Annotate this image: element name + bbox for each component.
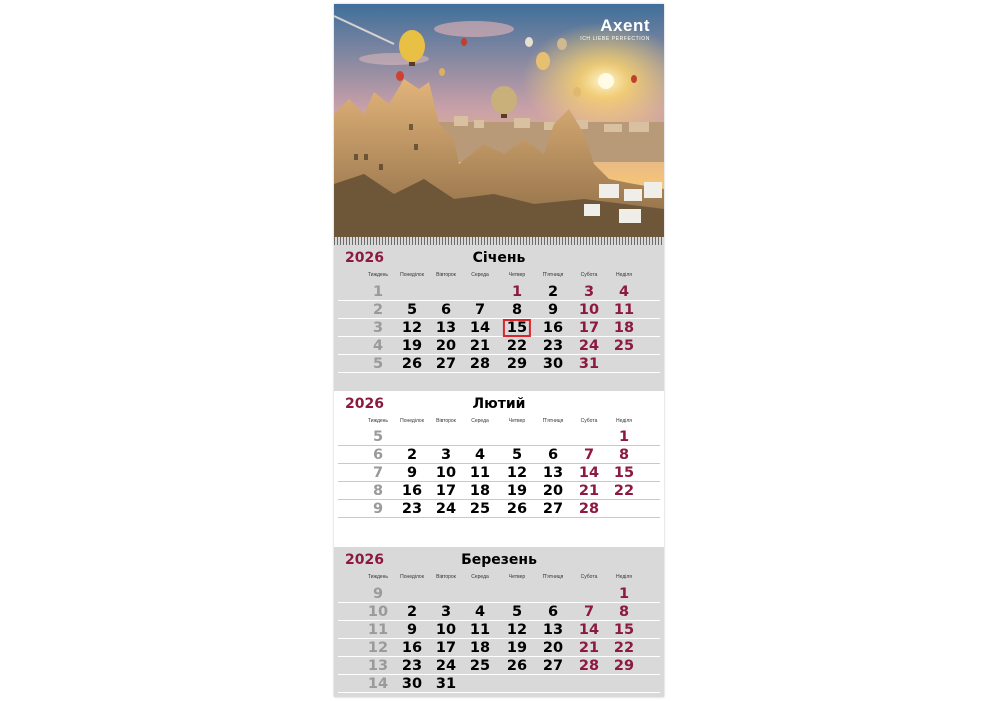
week-number: 9 — [372, 586, 384, 602]
day-cell: 31 — [435, 676, 457, 692]
day-cell: 17 — [578, 320, 600, 336]
month-name: Січень — [472, 250, 526, 266]
weekday-header-row — [334, 574, 664, 584]
row-divider — [338, 372, 660, 373]
day-cell: 19 — [506, 483, 528, 499]
day-cell: 23 — [401, 501, 423, 517]
month-name: Березень — [461, 552, 537, 568]
day-cell: 6 — [440, 302, 452, 318]
week-row — [334, 337, 664, 355]
weekday-header: Неділя — [616, 418, 632, 424]
week-number: 7 — [372, 465, 384, 481]
week-row — [334, 585, 664, 603]
month-year: 2026 — [345, 250, 384, 266]
week-row — [334, 446, 664, 464]
weekday-header: Неділя — [616, 272, 632, 278]
row-divider — [338, 517, 660, 518]
day-cell: 13 — [542, 622, 564, 638]
brand-logo — [580, 16, 650, 42]
day-cell: 9 — [406, 465, 418, 481]
day-cell: 4 — [474, 604, 486, 620]
weekday-header: Середа — [471, 418, 489, 424]
week-number: 3 — [372, 320, 384, 336]
weekday-header: Тиждень — [367, 418, 389, 424]
weekday-header: Четвер — [508, 272, 526, 278]
day-cell: 14 — [469, 320, 491, 336]
day-cell: 10 — [578, 302, 600, 318]
weekday-header: П'ятниця — [542, 418, 564, 424]
day-cell: 1 — [511, 284, 523, 300]
day-cell: 19 — [506, 640, 528, 656]
day-cell: 23 — [542, 338, 564, 354]
week-number: 13 — [367, 658, 389, 674]
week-number: 14 — [367, 676, 389, 692]
day-cell: 19 — [401, 338, 423, 354]
weekday-header: П'ятниця — [542, 574, 564, 580]
day-cell: 10 — [435, 622, 457, 638]
wall-calendar — [334, 4, 664, 697]
week-row — [334, 621, 664, 639]
week-row — [334, 500, 664, 518]
day-cell: 6 — [547, 604, 559, 620]
weekday-header: Понеділок — [400, 418, 424, 424]
day-cell: 21 — [578, 483, 600, 499]
day-cell: 18 — [613, 320, 635, 336]
weekday-header: Тиждень — [367, 574, 389, 580]
day-cell: 17 — [435, 483, 457, 499]
week-row — [334, 657, 664, 675]
day-cell: 24 — [435, 658, 457, 674]
day-cell: 4 — [618, 284, 630, 300]
day-cell: 3 — [440, 604, 452, 620]
week-row — [334, 355, 664, 373]
day-cell: 27 — [435, 356, 457, 372]
day-cell: 11 — [469, 622, 491, 638]
day-cell: 31 — [578, 356, 600, 372]
weekday-header: Вівторок — [436, 574, 456, 580]
week-row — [334, 603, 664, 621]
weekday-header: Тиждень — [367, 272, 389, 278]
day-cell: 20 — [542, 640, 564, 656]
week-number: 4 — [372, 338, 384, 354]
day-cell: 22 — [506, 338, 528, 354]
weekday-header: Субота — [580, 418, 598, 424]
today-day-cell: 15 — [504, 320, 530, 336]
day-cell: 2 — [406, 604, 418, 620]
day-cell: 23 — [401, 658, 423, 674]
week-row — [334, 639, 664, 657]
day-cell: 14 — [578, 622, 600, 638]
day-cell: 12 — [506, 622, 528, 638]
weekday-header-row — [334, 272, 664, 282]
weekday-header: Вівторок — [436, 272, 456, 278]
day-cell: 2 — [547, 284, 559, 300]
day-cell: 2 — [406, 447, 418, 463]
week-number: 5 — [372, 429, 384, 445]
day-cell: 1 — [618, 429, 630, 445]
day-cell: 29 — [506, 356, 528, 372]
day-cell: 12 — [401, 320, 423, 336]
week-number: 1 — [372, 284, 384, 300]
day-cell: 30 — [401, 676, 423, 692]
week-number: 8 — [372, 483, 384, 499]
week-number: 6 — [372, 447, 384, 463]
month-block — [334, 245, 664, 391]
day-cell: 1 — [618, 586, 630, 602]
day-cell: 7 — [583, 447, 595, 463]
week-number: 11 — [367, 622, 389, 638]
day-cell: 15 — [613, 465, 635, 481]
month-block — [334, 391, 664, 547]
day-cell: 22 — [613, 640, 635, 656]
weekday-header: Понеділок — [400, 574, 424, 580]
day-cell: 9 — [547, 302, 559, 318]
weekday-header: П'ятниця — [542, 272, 564, 278]
day-cell: 7 — [583, 604, 595, 620]
week-row — [334, 464, 664, 482]
day-cell: 21 — [469, 338, 491, 354]
day-cell: 16 — [401, 640, 423, 656]
month-name: Лютий — [472, 396, 526, 412]
day-cell: 5 — [511, 447, 523, 463]
week-number: 10 — [367, 604, 389, 620]
day-cell: 24 — [435, 501, 457, 517]
month-block — [334, 547, 664, 697]
day-cell: 18 — [469, 640, 491, 656]
day-cell: 5 — [406, 302, 418, 318]
day-cell: 28 — [578, 501, 600, 517]
day-cell: 13 — [542, 465, 564, 481]
day-cell: 25 — [469, 658, 491, 674]
day-cell: 7 — [474, 302, 486, 318]
day-cell: 9 — [406, 622, 418, 638]
day-cell: 18 — [469, 483, 491, 499]
day-cell: 13 — [435, 320, 457, 336]
month-year: 2026 — [345, 552, 384, 568]
weekday-header: Вівторок — [436, 418, 456, 424]
weekday-header: Субота — [580, 574, 598, 580]
day-cell: 20 — [542, 483, 564, 499]
day-cell: 11 — [469, 465, 491, 481]
day-cell: 17 — [435, 640, 457, 656]
week-row — [334, 301, 664, 319]
day-cell: 16 — [542, 320, 564, 336]
day-cell: 27 — [542, 658, 564, 674]
cover-photo — [334, 4, 664, 237]
week-row — [334, 482, 664, 500]
weekday-header: Середа — [471, 574, 489, 580]
brand-name: Axent — [600, 16, 650, 35]
day-cell: 16 — [401, 483, 423, 499]
day-cell: 28 — [578, 658, 600, 674]
day-cell: 25 — [469, 501, 491, 517]
day-cell: 8 — [618, 447, 630, 463]
day-cell: 8 — [618, 604, 630, 620]
day-cell: 24 — [578, 338, 600, 354]
day-cell: 15 — [613, 622, 635, 638]
day-cell: 20 — [435, 338, 457, 354]
day-cell: 3 — [583, 284, 595, 300]
day-cell: 29 — [613, 658, 635, 674]
day-cell: 26 — [506, 658, 528, 674]
day-cell: 21 — [578, 640, 600, 656]
week-number: 12 — [367, 640, 389, 656]
day-cell: 25 — [613, 338, 635, 354]
week-row — [334, 675, 664, 693]
day-cell: 26 — [506, 501, 528, 517]
day-cell: 3 — [440, 447, 452, 463]
week-row — [334, 319, 664, 337]
week-number: 9 — [372, 501, 384, 517]
weekday-header: Четвер — [508, 574, 526, 580]
weekday-header: Четвер — [508, 418, 526, 424]
day-cell: 27 — [542, 501, 564, 517]
weekday-header-row — [334, 418, 664, 428]
weekday-header: Субота — [580, 272, 598, 278]
weekday-header: Неділя — [616, 574, 632, 580]
day-cell: 8 — [511, 302, 523, 318]
day-cell: 11 — [613, 302, 635, 318]
day-cell: 28 — [469, 356, 491, 372]
week-row — [334, 283, 664, 301]
week-number: 5 — [372, 356, 384, 372]
weekday-header: Середа — [471, 272, 489, 278]
week-row — [334, 428, 664, 446]
day-cell: 14 — [578, 465, 600, 481]
day-cell: 10 — [435, 465, 457, 481]
weekday-header: Понеділок — [400, 272, 424, 278]
day-cell: 26 — [401, 356, 423, 372]
day-cell: 5 — [511, 604, 523, 620]
month-year: 2026 — [345, 396, 384, 412]
day-cell: 12 — [506, 465, 528, 481]
week-number: 2 — [372, 302, 384, 318]
brand-tagline: ICH LIEBE PERFECTION — [580, 36, 650, 42]
day-cell: 6 — [547, 447, 559, 463]
day-cell: 30 — [542, 356, 564, 372]
day-cell: 4 — [474, 447, 486, 463]
day-cell: 22 — [613, 483, 635, 499]
